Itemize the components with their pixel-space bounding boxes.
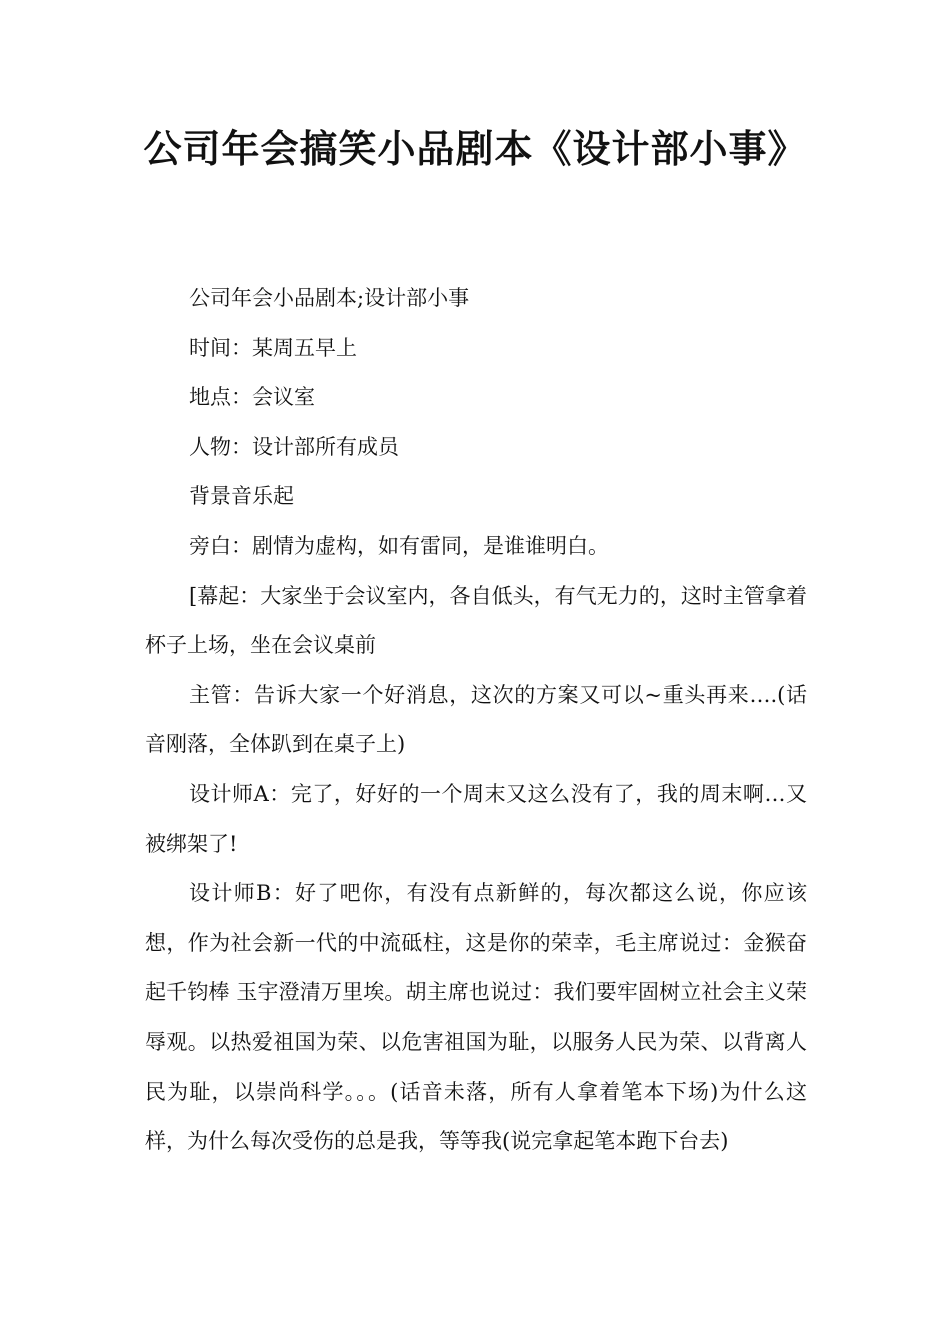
paragraph-supervisor: 主管：告诉大家一个好消息，这次的方案又可以~重头再来….(话音刚落，全体趴到在桌子上) bbox=[145, 682, 807, 757]
paragraph-designer-b: 设计师B：好了吧你，有没有点新鲜的，每次都这么说，你应该想，作为社会新一代的中流砥柱，这是你的荣幸，毛主席说过：金猴奋起千钧棒 玉宇澄清万里埃。胡主席也说过：我们要牢固树立社会主义荣辱观。以热爱祖国为荣、以危害祖国为耻，以服务人民为荣、以背离人民为耻，以崇尚科学。。。(话音未落，所有人拿着笔本下场)为什么这样，为什么每次受伤的总是我，等等我(说完拿起笔本跑下台去) bbox=[145, 881, 807, 1154]
paragraph-designer-a: 设计师A：完了，好好的一个周末又这么没有了，我的周末啊…又被绑架了! bbox=[145, 781, 807, 856]
paragraph-script-name: 公司年会小品剧本;设计部小事 bbox=[189, 286, 470, 310]
paragraph-time: 时间：某周五早上 bbox=[189, 335, 357, 360]
paragraph-curtain-up: [幕起：大家坐于会议室内，各自低头，有气无力的，这时主管拿着杯子上场，坐在会议桌前 bbox=[145, 583, 807, 658]
paragraph-characters: 人物：设计部所有成员 bbox=[189, 434, 399, 459]
paragraph-music: 背景音乐起 bbox=[189, 484, 294, 509]
document-title: 公司年会搞笑小品剧本《设计部小事》 bbox=[143, 127, 807, 171]
document-body bbox=[145, 274, 807, 1167]
paragraph-narration: 旁白：剧情为虚构，如有雷同，是谁谁明白。 bbox=[189, 533, 609, 558]
paragraph-location: 地点：会议室 bbox=[189, 385, 315, 410]
